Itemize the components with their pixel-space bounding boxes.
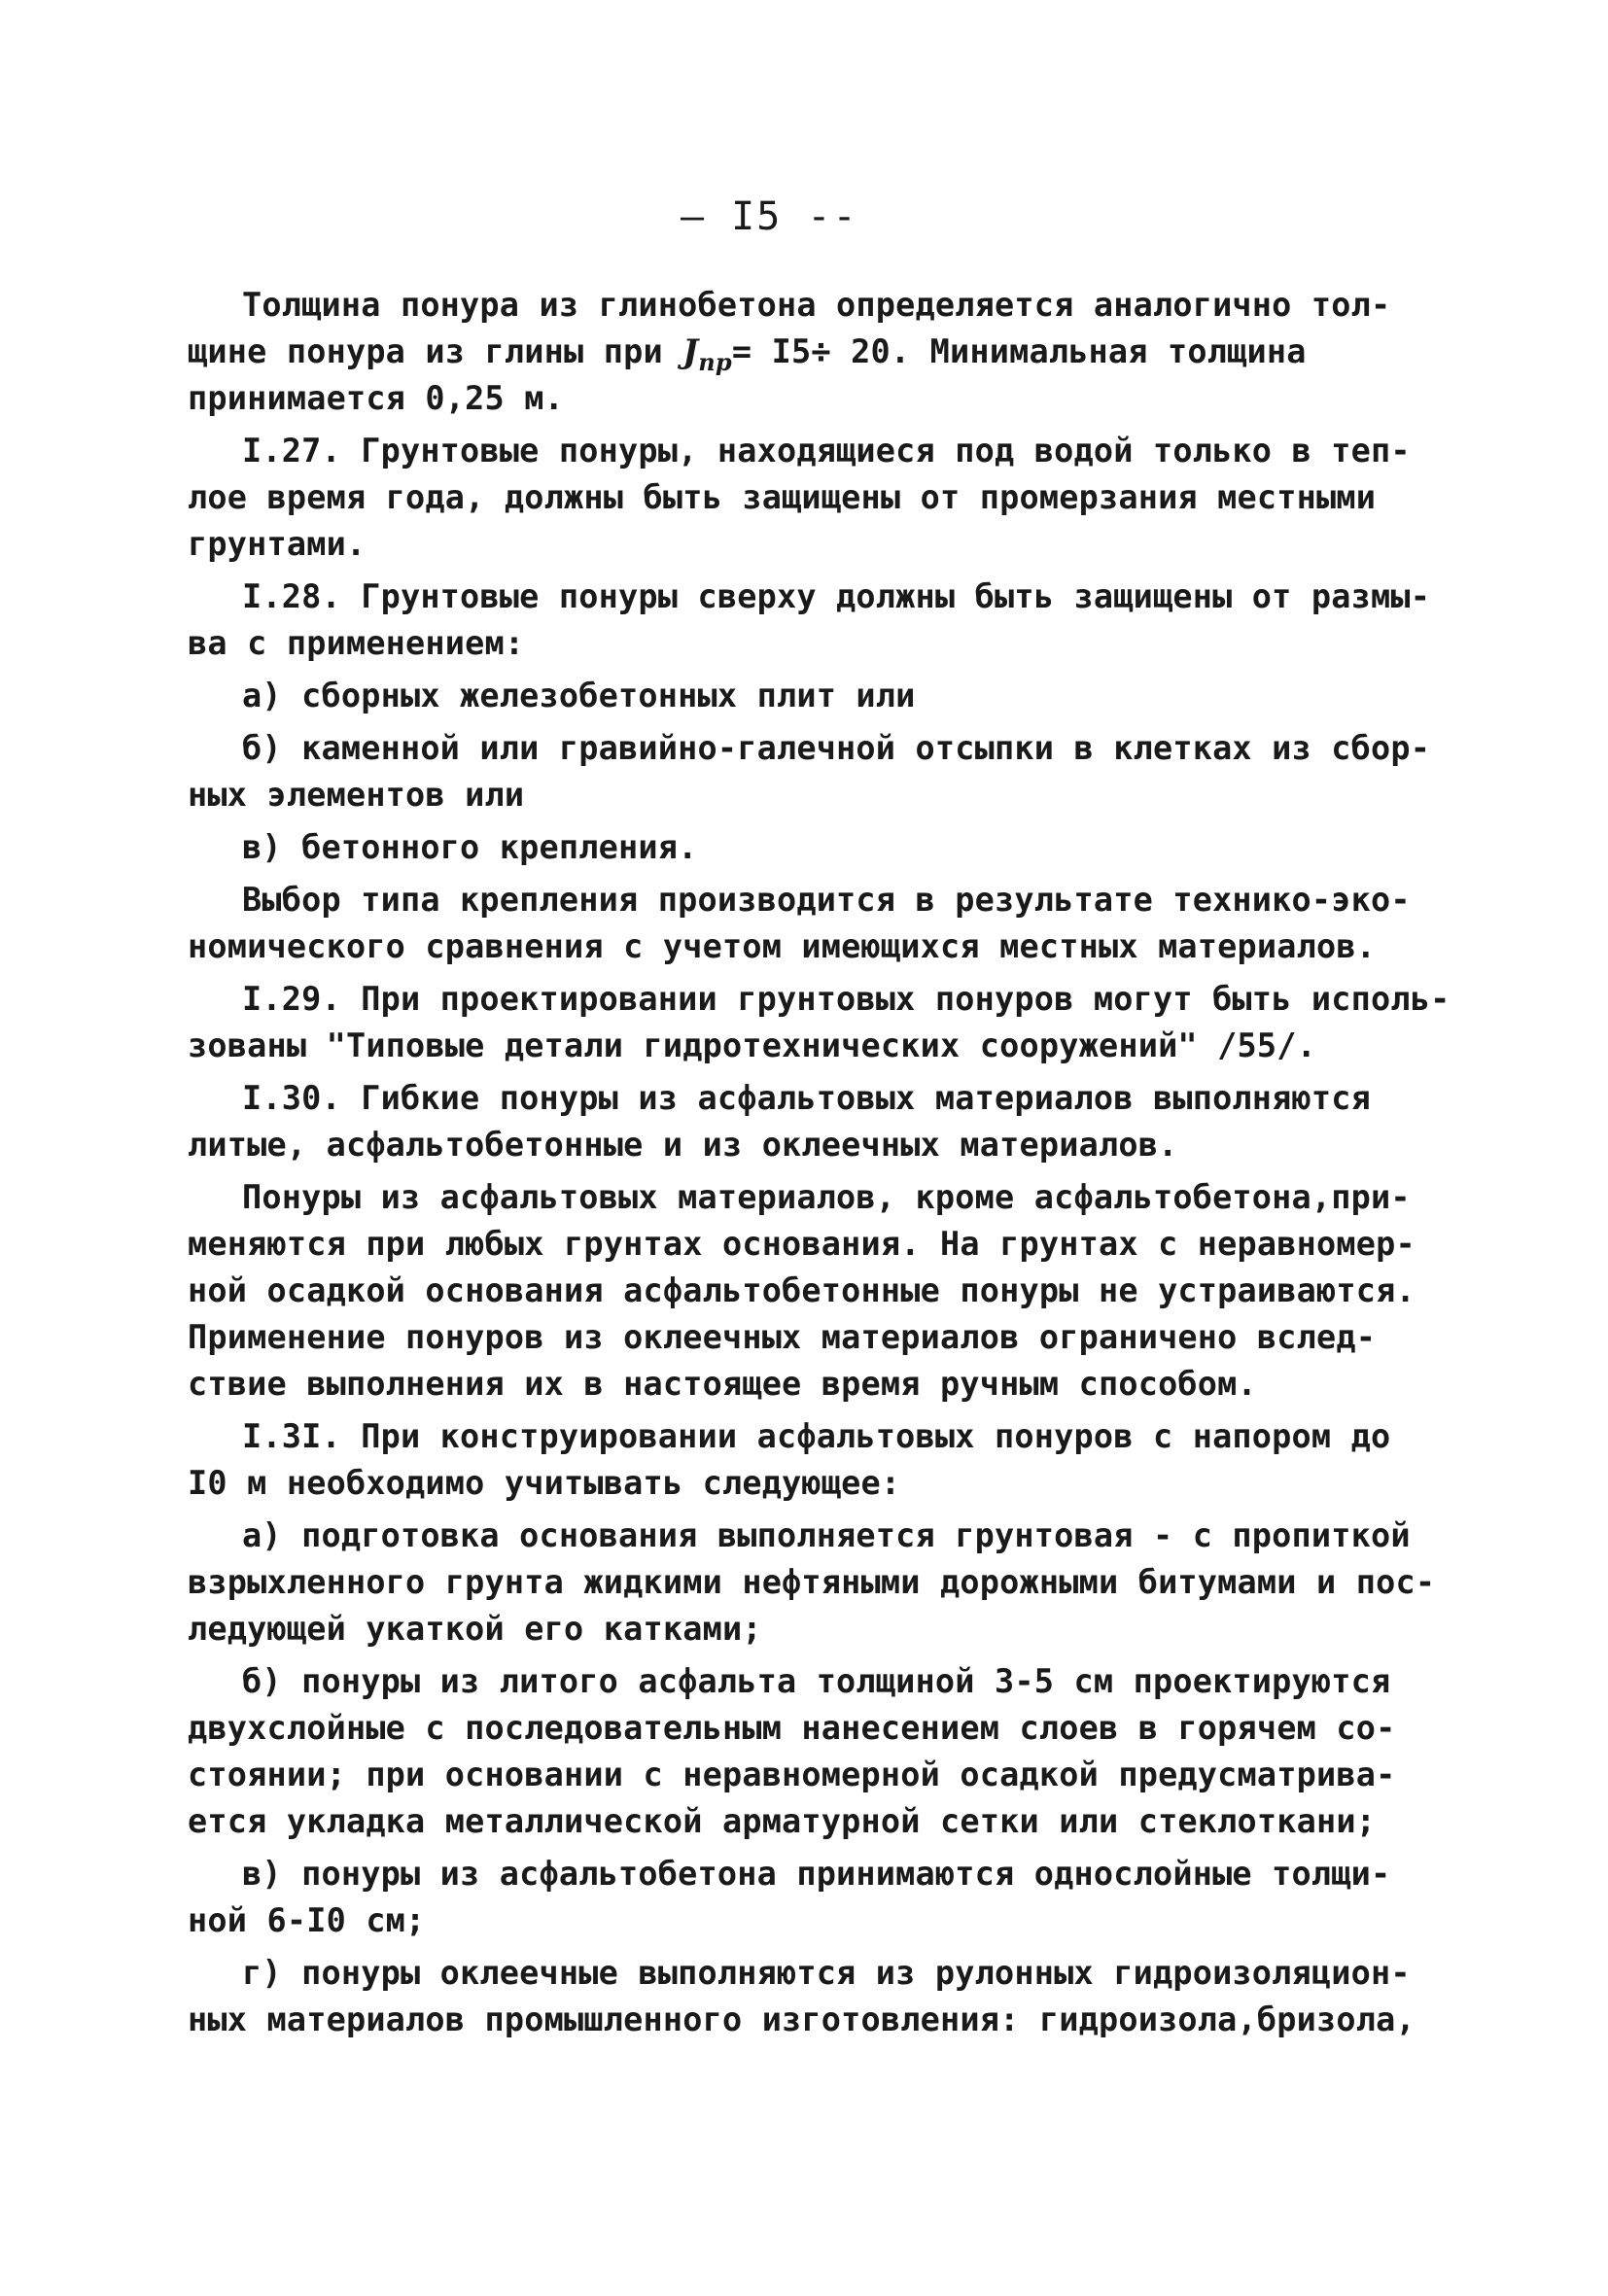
text-line: меняются при любых грунтах основания. На грунтах с неравномер- (188, 1225, 1416, 1263)
text-line: Применение понуров из оклеечных материалов ограничено вслед- (188, 1318, 1377, 1356)
list-item-b: б) каменной или гравийно-галечной отсыпки в клетках из сбор- (242, 729, 1431, 767)
text-line: лое время года, должны быть защищены от промерзания местными (188, 478, 1377, 516)
text-line: I0 м необходимо учитывать следующее: (188, 1464, 901, 1502)
list-item-a: а) подготовка основания выполняется грунтовая - с пропиткой (242, 1516, 1411, 1554)
text-line: Понуры из асфальтовых материалов, кроме асфальтобетона,при- (242, 1178, 1411, 1216)
list-item-v: в) понуры из асфальтобетона принимаются однослойные толщи- (242, 1855, 1391, 1893)
list-item-a: а) сборных железобетонных плит или (242, 677, 916, 714)
text-line: ной осадкой основания асфальтобетонные понуры не устраиваются. (188, 1271, 1416, 1309)
text-line: ледующей укаткой его катками; (188, 1610, 762, 1648)
paragraph-1-30: I.30. Гибкие понуры из асфальтовых материалов выполняются (242, 1079, 1372, 1117)
paragraph-1-28: I.28. Грунтовые понуры сверху должны быть защищены от размы- (242, 577, 1431, 615)
text-line: номического сравнения с учетом имеющихся местных материалов. (188, 927, 1377, 965)
text-line: грунтами. (188, 525, 367, 563)
formula-permeability: $J_{пр}$ (682, 332, 732, 376)
text-line: ных материалов промышленного изготовления: гидроизола,бризола, (188, 2000, 1416, 2038)
page-number: — I5 -- (681, 194, 858, 239)
text-line: ется укладка металлической арматурной сетки или стеклоткани; (188, 1802, 1377, 1840)
text-line: ных элементов или (188, 776, 525, 814)
paragraph-1-29: I.29. При проектировании грунтовых понуров могут быть исполь- (242, 980, 1451, 1018)
text-line: зованы "Типовые детали гидротехнических сооружений" /55/. (188, 1026, 1317, 1064)
body-text (188, 282, 1451, 2043)
list-item-g: г) понуры оклеечные выполняются из рулонных гидроизоляцион- (242, 1954, 1411, 1992)
text-line: ствие выполнения их в настоящее время ручным способом. (188, 1365, 1257, 1403)
text-line-formula: щине понура из глины при $J_{пр}= I5\div 20$. Минимальная толщина (188, 332, 1307, 376)
text-line: ной 6-I0 см; (188, 1901, 426, 1939)
text-line: принимается 0,25 м. (188, 379, 565, 417)
list-item-b: б) понуры из литого асфальта толщиной 3-5 см проектируются (242, 1662, 1391, 1700)
paragraph-1-31: I.3I. При конструировании асфальтовых понуров с напором до (242, 1417, 1391, 1455)
list-item-v: в) бетонного крепления. (242, 828, 698, 866)
text-line: двухслойные с последовательным нанесением слоев в горячем со- (188, 1709, 1396, 1747)
text-line: Выбор типа крепления производится в результате технико-эко- (242, 881, 1411, 919)
paragraph-1-27: I.27. Грунтовые понуры, находящиеся под водой только в теп- (242, 432, 1411, 470)
text-line: взрыхленного грунта жидкими нефтяными дорожными битумами и пос- (188, 1563, 1436, 1601)
text-line: ва с применением: (188, 624, 525, 662)
text-line: литые, асфальтобетонные и из оклеечных материалов. (188, 1126, 1178, 1164)
text-line: стоянии; при основании с неравномерной осадкой предусматрива- (188, 1756, 1396, 1793)
text-line: Толщина понура из глинобетона определяется аналогично тол- (242, 286, 1391, 324)
